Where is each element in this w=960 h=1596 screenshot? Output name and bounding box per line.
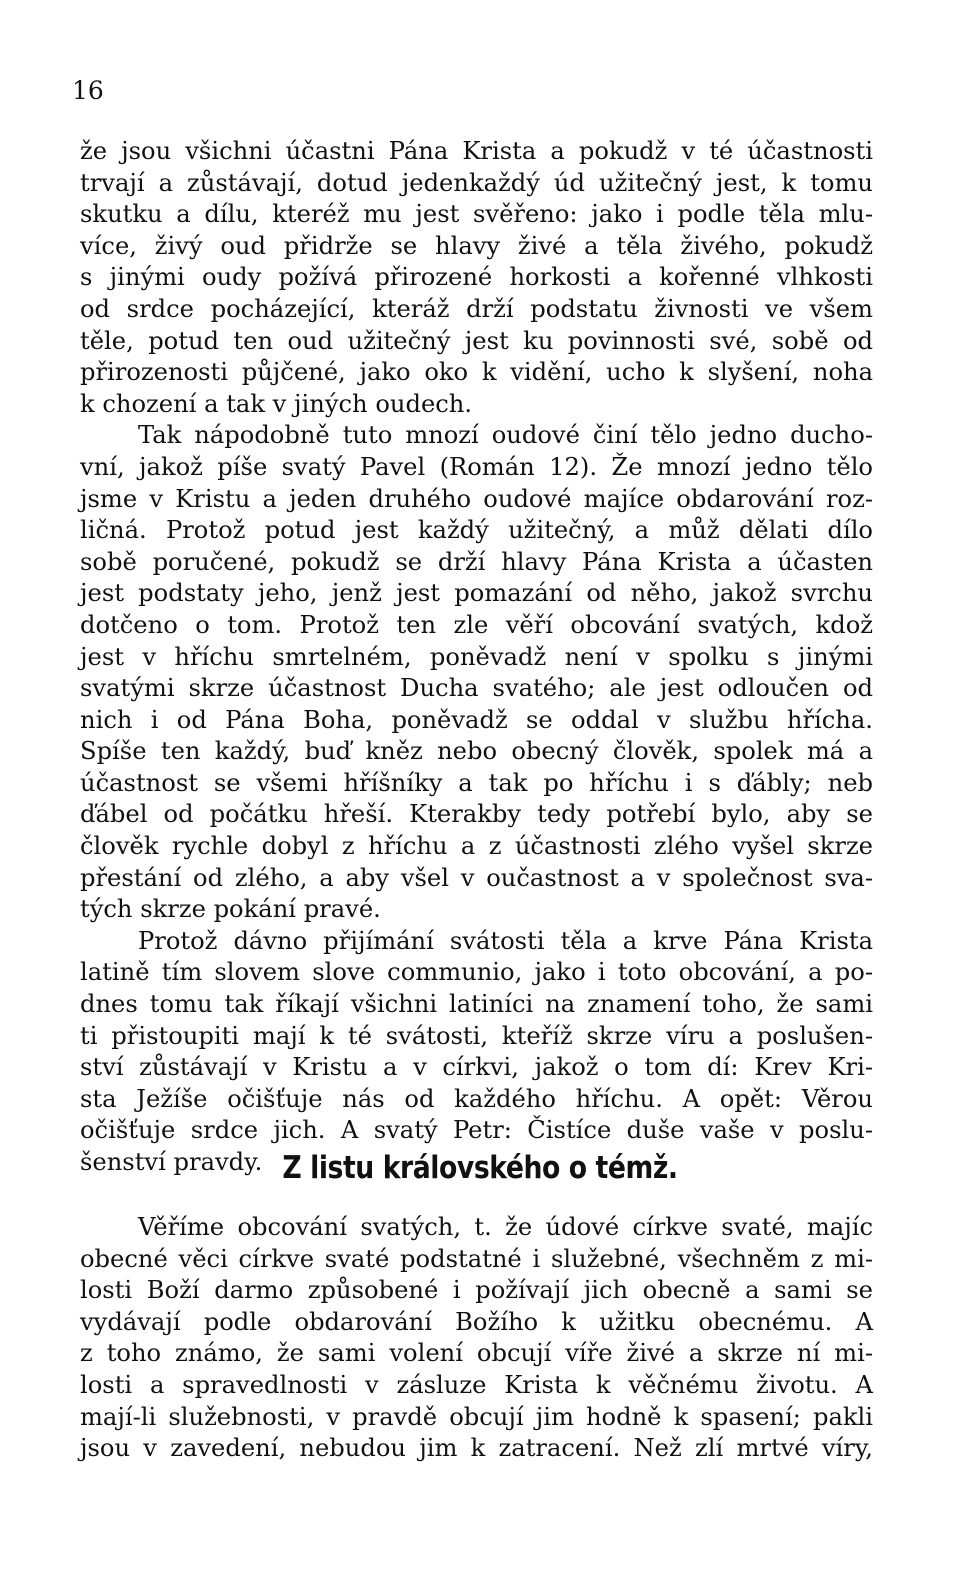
paragraph-end-line: k chození a tak v jiných oudech.	[80, 389, 473, 418]
text-line: Spíše ten každý, buď kněz nebo obecný člověk, spolek má a	[80, 737, 873, 766]
text-line: vní, jakož píše svatý Pavel (Román 12). Že mnozí jedno tělo	[80, 452, 873, 481]
paragraph-end-line: tých skrze pokání pravé.	[80, 895, 381, 924]
text-line: přirozenosti půjčené, jako oko k vidění, ucho k slyšení, noha	[80, 358, 873, 387]
text-line: sta Ježíše očišťuje nás od každého hříchu. A opět: Věrou	[80, 1084, 873, 1113]
text-line: více, živý oud přidrže se hlavy živé a těla živého, pokudž	[80, 231, 873, 260]
text-line: těle, potud ten oud užitečný jest ku povinnosti své, sobě od	[80, 326, 873, 355]
text-line: od srdce pocházející, kteráž drží podstatu živnosti ve všem	[80, 294, 873, 323]
text-line: dnes tomu tak říkají všichni latiníci na znamení toho, že sami	[80, 990, 873, 1019]
text-line: jsou v zavedení, nebudou jim k zatracení. Než zlí mrtvé víry,	[80, 1434, 873, 1463]
text-line: ďábel od počátku hřeší. Kterakby tedy potřebí bylo, aby se	[80, 800, 873, 829]
text-line: přestání od zlého, a aby všel v oučastnost a v společnost sva-	[80, 863, 873, 892]
text-line: sobě poručené, pokudž se drží hlavy Pána Krista a účasten	[80, 547, 873, 576]
text-line: losti Boží darmo způsobené i požívají jich obecně a sami se	[80, 1276, 873, 1305]
text-line: člověk rychle dobyl z hříchu a z účastnosti zlého vyšel skrze	[80, 832, 873, 861]
text-line: vydávají podle obdarování Božího k užitku obecnému. A	[80, 1307, 873, 1336]
text-line: ličná. Protož potud jest každý užitečný, a můž dělati dílo	[80, 516, 873, 545]
text-line: latině tím slovem slove communio, jako i toto obcování, a po-	[80, 958, 873, 987]
text-line: s jinými oudy požívá přirozené horkosti a kořenné vlhkosti	[80, 263, 873, 292]
paragraph-start-line: Protož dávno přijímání svátosti těla a krve Pána Krista	[138, 926, 873, 955]
text-line: obecné věci církve svaté podstatné i služebné, všechněm z mi-	[80, 1244, 873, 1273]
section-heading: Z listu královského o témž.	[282, 1150, 678, 1186]
text-line: jest v hříchu smrtelném, poněvadž není v spolku s jinými	[80, 642, 873, 671]
second-text-block	[80, 1212, 873, 1465]
text-line: dotčeno o tom. Protož ten zle věří obcování svatých, kdož	[80, 610, 873, 639]
text-line: trvají a zůstávají, dotud jedenkaždý úd užitečný jest, k tomu	[80, 168, 873, 197]
paragraph-start-line: Tak nápodobně tuto mnozí oudové činí tělo jedno ducho-	[138, 421, 873, 450]
text-line: z toho známo, že sami volení obcují víře živé a skrze ní mi-	[80, 1339, 873, 1368]
text-line: jest podstaty jeho, jenž jest pomazání od něho, jakož svrchu	[80, 579, 873, 608]
text-line: nich i od Pána Boha, poněvadž se oddal v službu hřícha.	[80, 705, 873, 734]
main-text-block	[80, 136, 873, 1179]
text-line: mají-li služebnosti, v pravdě obcují jim hodně k spasení; pakli	[80, 1402, 873, 1431]
text-line: ti přistoupiti mají k té svátosti, kteříž skrze víru a poslušen-	[80, 1021, 873, 1050]
text-line: skutku a dílu, kteréž mu jest svěřeno: jako i podle těla mlu-	[80, 200, 873, 229]
paragraph-end-line: šenství pravdy.	[80, 1148, 263, 1176]
text-line: losti a spravedlnosti v zásluze Krista k věčnému životu. A	[80, 1370, 873, 1399]
text-line: jsme v Kristu a jeden druhého oudové majíce obdarování roz-	[80, 484, 873, 513]
text-line: ství zůstávají v Kristu a v církvi, jakož o tom dí: Krev Kri-	[80, 1053, 873, 1082]
paragraph-start-line: Věříme obcování svatých, t. že údové církve svaté, majíc	[138, 1213, 873, 1241]
text-line: že jsou všichni účastni Pána Krista a pokudž v té účastnosti	[80, 137, 873, 165]
text-line: svatými skrze účastnost Ducha svatého; ale jest odloučen od	[80, 674, 873, 703]
text-line: účastnost se všemi hříšníky a tak po hříchu i s ďábly; neb	[80, 768, 873, 797]
text-line: očišťuje srdce jich. A svatý Petr: Čistíce duše vaše v poslu-	[80, 1116, 873, 1145]
page-number: 16	[72, 76, 104, 105]
